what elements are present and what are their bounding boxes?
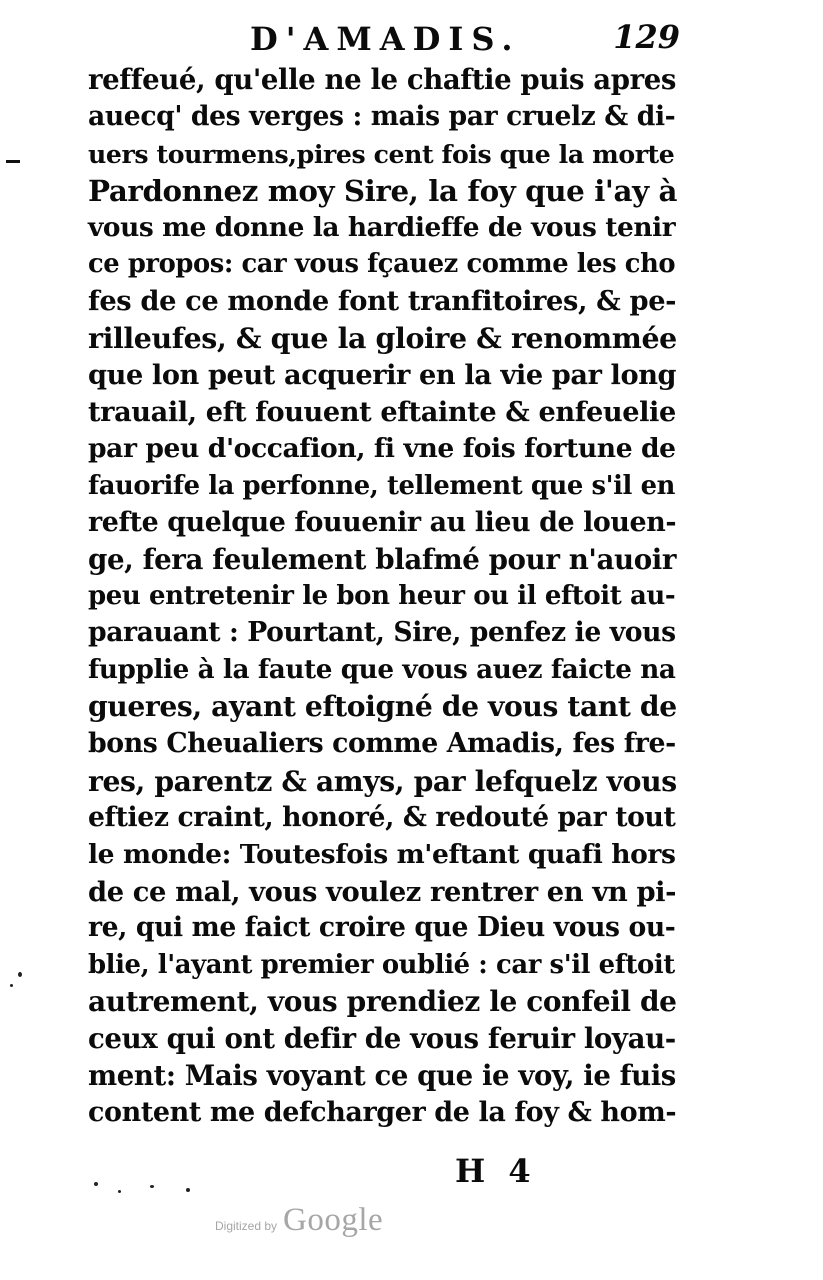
text-line: autrement, vous prendiez le confeil de — [88, 985, 677, 1019]
ink-speck — [94, 1182, 98, 1186]
text-line: refte quelque fouuenir au lieu de louen- — [88, 506, 677, 538]
body-text — [88, 62, 678, 1132]
ink-speck — [150, 1185, 154, 1188]
text-line: fes de ce monde font tranfitoires, & pe- — [88, 285, 677, 318]
ink-speck — [118, 1190, 121, 1193]
ink-speck — [18, 972, 22, 977]
google-logo: Google — [283, 1202, 384, 1238]
text-line: ment: Mais voyant ce que ie voy, ie fuis — [88, 1060, 676, 1093]
text-line: fauorife la perfonne, tellement que s'il en — [88, 470, 675, 501]
text-line: trauail, eft fouuent eftainte & enfeuelie — [88, 396, 676, 429]
digitized-watermark — [215, 1202, 383, 1239]
text-line: eftiez craint, honoré, & redouté par tout — [88, 801, 676, 833]
text-line: bons Cheualiers comme Amadis, fes fre- — [88, 728, 676, 760]
text-line: le monde: Toutesfois m'eftant quafi hors — [88, 838, 676, 870]
signature-mark: H 4 — [455, 1152, 537, 1190]
text-line: ceux qui ont defir de vous feruir loyau- — [88, 1022, 676, 1056]
text-line: que lon peut acquerir en la vie par long — [88, 359, 677, 392]
page-number: 129 — [613, 18, 680, 56]
text-line: peu entretenir le bon heur ou il eftoit au- — [88, 581, 676, 612]
text-line: blie, l'ayant premier oublié : car s'il eftoit — [88, 950, 675, 981]
text-line: res, parentz & amys, par lefquelz vous — [88, 763, 677, 798]
page-header — [240, 18, 680, 58]
text-line: rilleufes, & que la gloire & renommée — [88, 321, 677, 356]
ink-speck — [10, 984, 13, 987]
text-line: re, qui me faict croire que Dieu vous ou- — [88, 912, 676, 944]
text-line: auecq' des verges : mais par cruelz & di- — [88, 100, 676, 132]
text-line: ge, fera feulement blafmé pour n'auoir — [88, 542, 677, 576]
text-line: parauant : Pourtant, Sire, penfez ie vous — [88, 617, 676, 649]
text-line: content me defcharger de la foy & hom- — [88, 1096, 677, 1128]
running-title: D'AMADIS. — [250, 20, 521, 58]
text-line: gueres, ayant eftoigné de vous tant de — [88, 690, 677, 724]
text-line: uers tourmens,pires cent fois que la morte — [88, 138, 675, 169]
text-line: fupplie à la faute que vous auez faicte na — [88, 654, 676, 686]
ink-speck — [186, 1188, 190, 1192]
margin-mark — [6, 160, 20, 163]
text-line: par peu d'occafion, fi vne fois fortune de — [88, 432, 676, 464]
text-line: ce propos: car vous fçauez comme les cho — [88, 249, 676, 280]
text-line: reffeué, qu'elle ne le chaftie puis apres — [88, 64, 676, 96]
watermark-prefix: Digitized by — [215, 1219, 278, 1233]
text-line: vous me donne la hardieffe de vous tenir — [88, 211, 676, 243]
text-line: Pardonnez moy Sire, la foy que i'ay à — [88, 172, 678, 208]
text-line: de ce mal, vous voulez rentrer en vn pi- — [88, 875, 677, 908]
